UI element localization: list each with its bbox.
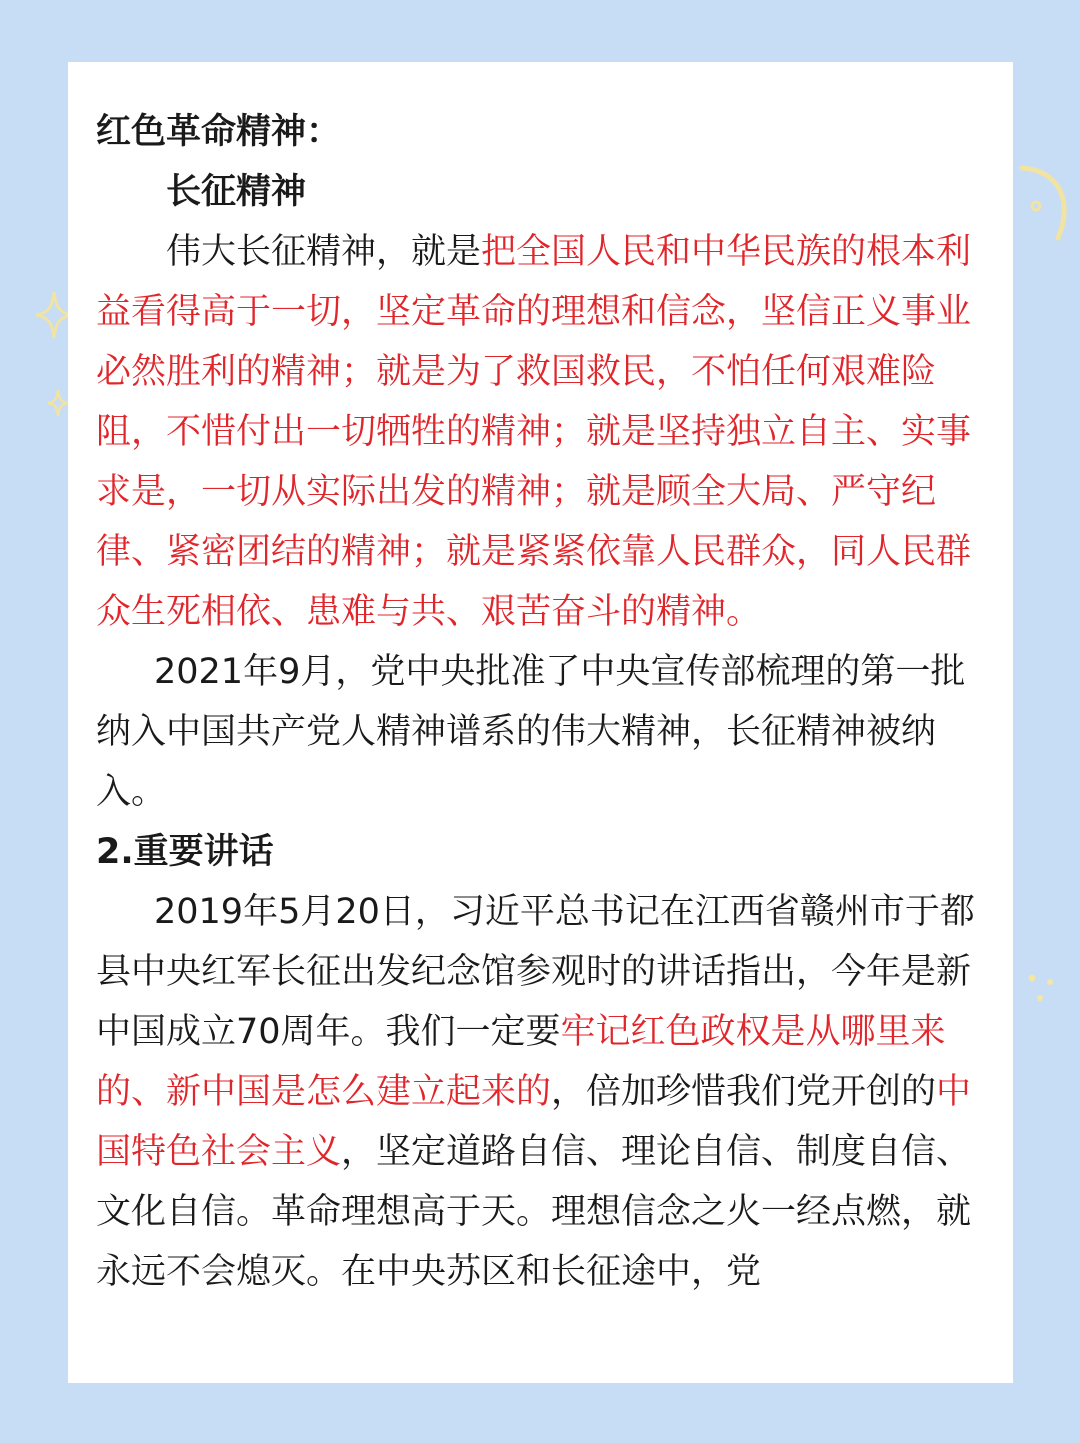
dots-icon	[1020, 968, 1070, 1018]
sparkle-icon	[46, 388, 70, 418]
speech-text-3: ，坚定道路自信、理论自信、制度自信、文化自信。革命理想高于天。理想信念之火一经点燃，就永远不会熄灭。在中央苏区和长征途中，党	[96, 1132, 972, 1292]
speech-text-2: ，倍加珍惜我们党开创的	[551, 1072, 937, 1112]
paragraph-2021: 2021年9月，党中央批准了中央宣传部梳理的第一批纳入中国共产党人精神谱系的伟大精神，长征精神被纳入。	[96, 652, 966, 812]
paragraph-speech	[96, 882, 996, 1302]
paragraph-intro: 伟大长征精神，就是	[166, 232, 482, 272]
highlight-text: 牢记红色政权是从哪里来的、新中国是怎么建立起来的	[96, 1012, 946, 1112]
moon-icon	[1018, 160, 1078, 250]
heading: 红色革命精神：	[96, 112, 342, 152]
content-card	[68, 62, 1013, 1383]
speech-text-1: 2019年5月20日，习近平总书记在江西省赣州市于都县中央红军长征出发纪念馆参观时的讲话指出，今年是新中国成立70周年。我们一定要	[96, 892, 975, 1052]
highlight-text: 中国特色社会主义	[96, 1072, 972, 1172]
paragraph-long-march-spirit	[96, 222, 996, 642]
subheading: 长征精神	[166, 172, 307, 212]
section-title: 2.重要讲话	[96, 832, 274, 872]
document-body	[96, 102, 996, 1302]
highlight-text: 把全国人民和中华民族的根本利益看得高于一切，坚定革命的理想和信念，坚信正义事业必然胜利的精神；就是为了救国救民，不怕任何艰难险阻，不惜付出一切牺牲的精神；就是坚持独立自主、实事求是，一切从实际出发的精神；就是顾全大局、严守纪律、紧密团结的精神；就是紧紧依靠人民群众，同人民群众生死相依、患难与共、艰苦奋斗的精神。	[96, 232, 972, 632]
